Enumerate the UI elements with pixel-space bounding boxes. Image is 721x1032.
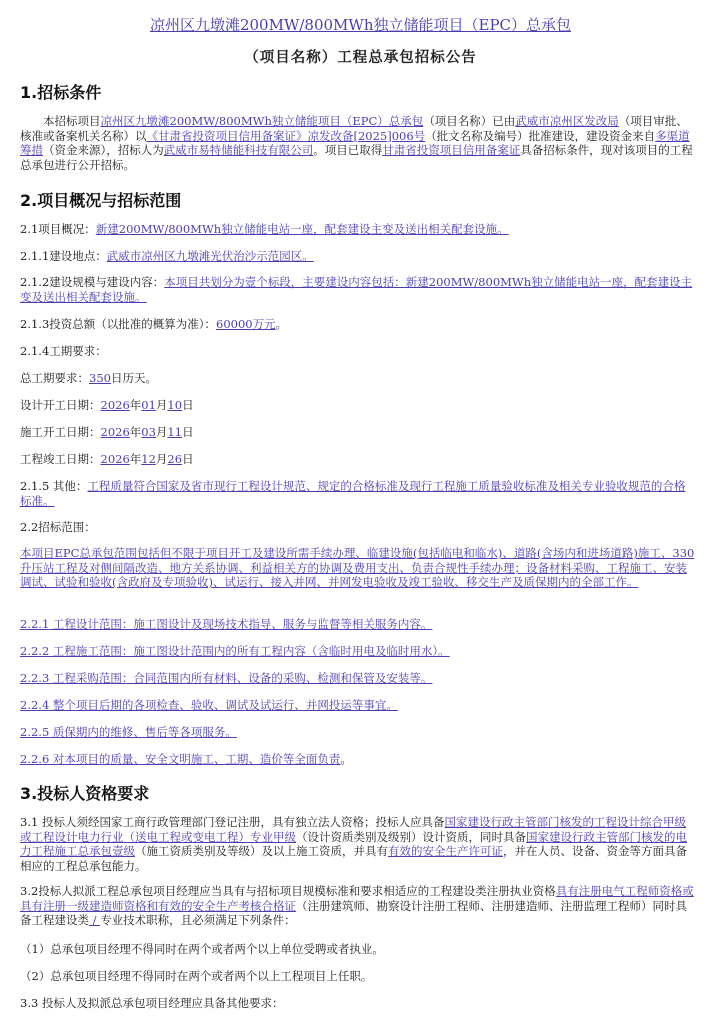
qualification-3-1-filled-value: 国家建设行政主管部门核发的电力工程施工总承包壹级	[20, 829, 687, 858]
design-start-month: 01	[141, 398, 156, 412]
qualification-3-3: 3.3 投标人及拟派总承包项目经理应具备其他要求：	[20, 996, 284, 1010]
qualification-3-1-text: （施工资质类别及等级）及以上施工资质，并具有	[135, 844, 388, 858]
other-paragraph	[20, 479, 696, 508]
tender-condition-text: （项目名称）已由	[423, 114, 516, 128]
finish-day: 26	[167, 452, 183, 466]
scale-paragraph	[20, 275, 696, 304]
qualification-paragraph-3-2	[20, 884, 696, 928]
qualification-3-2-filled-value: 具有注册电气工程师资格或具有注册一级建造师资格和有效的安全生产考核合格证	[20, 884, 694, 913]
overview-label: 2.1项目概况：	[20, 222, 96, 236]
scope-item	[20, 617, 697, 631]
qualification-3-2-text: （注册建筑师、勘察设计注册工程师、注册建造师、注册监理工程师）同时具备工程建设类	[20, 898, 687, 927]
design-start-label: 设计开工日期：	[20, 398, 101, 412]
scope-item	[20, 671, 697, 685]
scope-item-no: 2.2.1	[20, 617, 50, 631]
unit-day: 日	[182, 425, 194, 439]
condition-1: （1）总承包项目经理不得同时在两个或者两个以上单位受聘或者执业。	[20, 942, 384, 956]
scope-item-text: 对本项目的质量、安全文明施工、工期、造价等全面负责	[49, 752, 341, 766]
design-start-line	[20, 398, 697, 412]
scope-item-text: 质保期内的维修、售后等各项服务。	[49, 725, 237, 739]
overview-value: 新建200MW/800MWh独立储能电站一座，配套建设主变及送出相关配套设施。	[95, 222, 509, 236]
section-heading-1: 1.招标条件	[20, 83, 102, 102]
scale-label: 2.1.2建设规模与建设内容：	[20, 275, 165, 289]
unit-year: 年	[129, 398, 142, 412]
construct-start-year: 2026	[100, 425, 130, 439]
section-heading-2: 2.项目概况与招标范围	[20, 191, 182, 210]
unit-year: 年	[129, 425, 142, 439]
investment-end: 。	[275, 317, 288, 331]
scope-item-text: 整个项目后期的各项检查、验收、调试及试运行、并网投运等事宜。	[49, 698, 398, 712]
notice-title: （项目名称）工程总承包招标公告	[244, 49, 477, 66]
scale-value: 本项目共划分为壹个标段，主要建设内容包括：新建200MW/800MWh独立储能电站一座，配套建设主变及送出相关配套设施。	[20, 275, 693, 304]
other-label: 2.1.5 其他：	[20, 479, 88, 493]
condition-2: （2）总承包项目经理不得同时在两个或者两个以上工程项目上任职。	[20, 969, 373, 983]
scope-item-no: 2.2.2	[20, 644, 50, 658]
tender-condition-text: （资金来源），招标人为	[43, 143, 164, 157]
tender-condition-text: 本招标项目	[43, 114, 101, 128]
unit-year: 年	[129, 452, 142, 466]
design-start-year: 2026	[100, 398, 130, 412]
section-1-paragraph	[20, 114, 696, 172]
scope-item-no: 2.2.6	[20, 752, 50, 766]
scope-item-no: 2.2.5	[20, 725, 50, 739]
scope-item	[20, 698, 697, 712]
tender-condition-filled-value: 《甘肃省投资项目信用备案证》凉发改备[2025]006号	[146, 128, 426, 143]
qualification-3-1-filled-value: 有效的安全生产许可证	[388, 844, 503, 858]
construct-start-label: 施工开工日期：	[20, 425, 101, 439]
location-value: 武威市凉州区九墩滩光伏治沙示范园区。	[106, 249, 314, 263]
finish-year: 2026	[100, 452, 130, 466]
finish-line	[20, 452, 697, 466]
tender-condition-filled-value: 武威市易特储能科技有限公司	[163, 143, 314, 157]
tender-condition-text: 具备招标条件，现对该项目的工程总承包进行公开招标。	[20, 143, 693, 172]
scope-item	[20, 644, 697, 658]
qualification-3-1-text: （设计资质类别及级别）设计资质，同时具备	[296, 829, 526, 844]
total-value: 350	[89, 371, 111, 385]
scope-item-no: 2.2.4	[20, 698, 50, 712]
unit-month: 月	[155, 425, 168, 439]
qualification-3-1-filled-value: 国家建设行政主管部门核发的工程设计综合甲级或工程设计电力行业（送电工程或变电工程）专业甲级	[20, 815, 686, 844]
scope-value: 本项目EPC总承包范围包括但不限于项目开工及建设所需手续办理、临建设施(包括临电和临水)、道路(含场内和进场道路)施工、330升压站工程及对侧间隔改造、地方关系协调、利益相关方的协调及费用支出、负责合规性手续办理；设备材料采购、工程施工、安装调试、试验和验收(含政府及专项验收)、试运行、接入并网、并网发电验收及竣工验收、移交生产及质保期内的全部工作。	[20, 546, 695, 589]
tender-condition-filled-value: 凉州区九墩滩200MW/800MWh独立储能项目（EPC）总承包	[100, 114, 424, 128]
total-label: 总工期要求：	[20, 371, 89, 385]
design-start-day: 10	[167, 398, 183, 412]
scope-item-text: 工程采购范围：合同范围内所有材料、设备的采购、检测和保管及安装等。	[49, 671, 433, 685]
location-line	[20, 249, 697, 263]
section-heading-3: 3.投标人资格要求	[20, 784, 150, 803]
scope-item-end: 。	[340, 752, 352, 766]
other-value: 工程质量符合国家及省市现行工程设计规范、规定的合格标准及现行工程施工质量验收标准及相关专业验收规范的合格标准。	[20, 479, 686, 508]
tender-condition-filled-value: 武威市凉州区发改局	[515, 114, 619, 128]
scope-item-text: 工程设计范围：施工图设计及现场技术指导、服务与监督等相关服务内容。	[49, 617, 433, 631]
finish-label: 工程竣工日期：	[20, 452, 101, 466]
schedule-label: 2.1.4工期要求：	[20, 344, 107, 358]
total-duration-line	[20, 371, 697, 385]
tender-condition-text: （批文名称及编号）批准建设，建设资金来自	[425, 128, 656, 143]
scope-paragraph	[20, 546, 696, 590]
qualification-3-2-text: 3.2投标人拟派工程总承包项目经理应当具有与招标项目规模标准和要求相适应的工程建设类注册执业资格	[20, 884, 556, 898]
construct-start-month: 03	[141, 425, 156, 439]
construct-start-line	[20, 425, 697, 439]
total-unit: 日历天。	[110, 371, 157, 385]
tender-condition-filled-value: 多渠道筹措	[20, 128, 690, 157]
unit-month: 月	[155, 452, 168, 466]
scope-label: 2.2招标范围：	[20, 520, 96, 534]
qualification-3-1-text: ，并在人员、设备、资金等方面具备相应的工程总承包能力。	[20, 844, 687, 873]
investment-value: 60000万元	[216, 317, 276, 331]
location-label: 2.1.1建设地点：	[20, 249, 107, 263]
qualification-3-2-text: 专业技术职称，且必须满足下列条件：	[100, 913, 296, 927]
investment-label: 2.1.3投资总额（以批准的概算为准）：	[20, 317, 217, 331]
overview-line	[20, 222, 697, 236]
qualification-3-1-text: 3.1 投标人须经国家工商行政管理部门登记注册，具有独立法人资格；投标人应具备	[20, 815, 445, 829]
scope-item	[20, 752, 697, 766]
investment-line	[20, 317, 697, 331]
tender-condition-text: （项目审批、核准或备案机关名称）以	[20, 114, 688, 143]
scope-item	[20, 725, 697, 739]
scope-item-no: 2.2.3	[20, 671, 50, 685]
qualification-3-2-filled-value: /	[89, 913, 101, 927]
unit-day: 日	[182, 452, 194, 466]
qualification-paragraph-3-1	[20, 815, 696, 873]
finish-month: 12	[141, 452, 156, 466]
tender-condition-text: 。项目已取得	[313, 143, 383, 157]
unit-month: 月	[155, 398, 168, 412]
unit-day: 日	[182, 398, 194, 412]
project-title[interactable]: 凉州区九墩滩200MW/800MWh独立储能项目（EPC）总承包	[149, 16, 572, 34]
construct-start-day: 11	[167, 425, 183, 439]
scope-item-text: 工程施工范围：施工图设计范围内的所有工程内容（含临时用电及临时用水）。	[49, 644, 450, 658]
tender-condition-filled-value: 甘肃省投资项目信用备案证	[382, 143, 521, 157]
